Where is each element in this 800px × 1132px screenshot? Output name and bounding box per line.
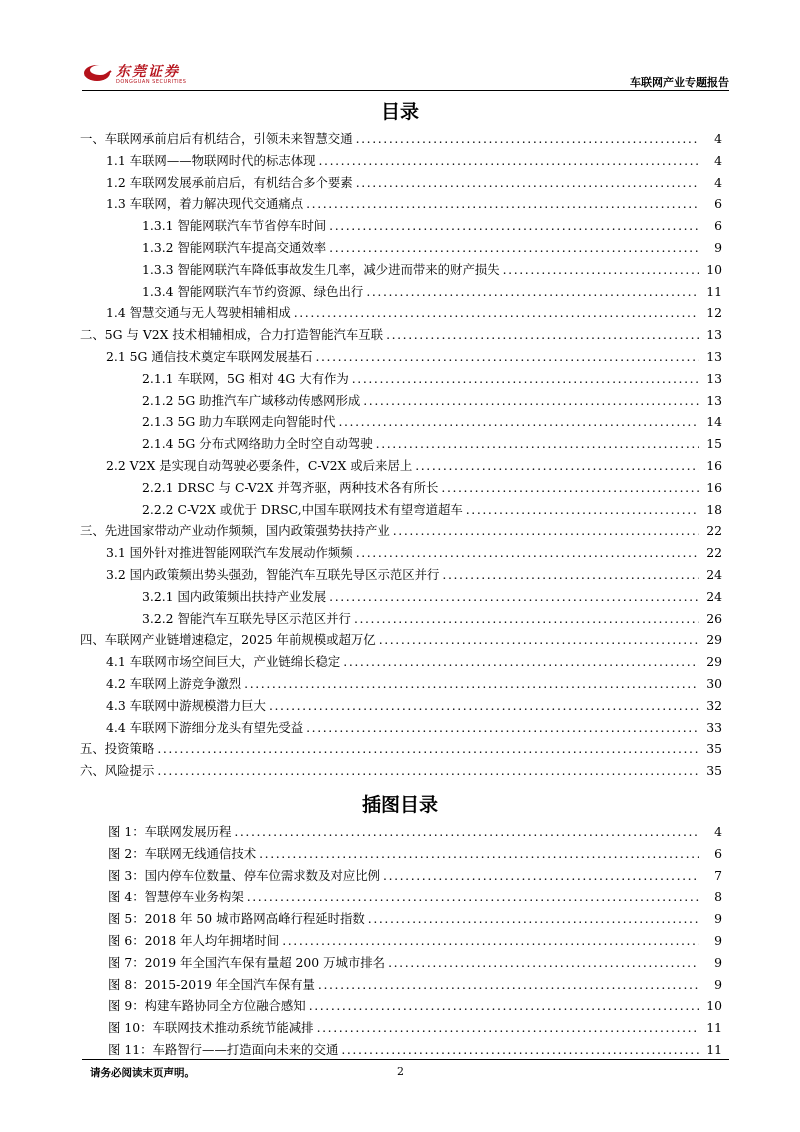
dot-leader [329, 589, 699, 604]
dot-leader [356, 131, 699, 146]
figure-entry-label: 图 9：构建车路协同全方位融合感知 [108, 998, 306, 1014]
toc-entry-label: 一、车联网承前启后有机结合，引领未来智慧交通 [80, 131, 353, 146]
toc-entry[interactable] [80, 303, 722, 323]
toc-entry-label: 3.1 国外针对推进智能网联汽车发展动作频频 [106, 545, 353, 561]
dot-leader [366, 284, 699, 299]
figure-entry[interactable] [80, 996, 722, 1016]
toc-entry[interactable] [80, 347, 722, 367]
dot-leader [294, 305, 699, 320]
toc-entry-page: 13 [706, 392, 722, 408]
figure-entry[interactable] [80, 975, 722, 995]
toc-entry-label: 3.2.2 智能汽车互联先导区示范区并行 [142, 610, 351, 626]
figure-entry[interactable] [80, 866, 722, 886]
header-divider [82, 90, 729, 91]
toc-entry[interactable] [80, 151, 722, 171]
toc-entry-page: 24 [706, 588, 722, 604]
toc-entry[interactable] [80, 565, 722, 585]
toc-entry[interactable] [80, 238, 722, 258]
toc-title: 目录 [380, 101, 419, 123]
figure-entry-label: 图 10：车联网技术推动系统节能减排 [108, 1020, 314, 1036]
toc-entry-label: 1.3.1 智能网联汽车节省停车时间 [142, 218, 327, 234]
toc-entry-label: 3.2 国内政策频出势头强劲，智能汽车互联先导区示范区并行 [106, 567, 440, 582]
toc-entry[interactable] [80, 391, 722, 411]
toc-entry-page: 9 [714, 240, 722, 255]
toc-entry[interactable] [80, 521, 722, 541]
toc-entry-page: 16 [706, 479, 722, 495]
toc-entry-label: 4.1 车联网市场空间巨大，产业链绵长稳定 [106, 654, 341, 670]
dot-leader [259, 846, 699, 861]
dot-leader [368, 911, 699, 926]
toc-entry[interactable] [80, 718, 722, 738]
toc-entry-label: 4.3 车联网中游规模潜力巨大 [106, 697, 266, 713]
dot-leader [503, 262, 699, 277]
dot-leader [383, 868, 699, 883]
dot-leader [329, 240, 699, 255]
toc-entry-label: 1.2 车联网发展承前启后，有机结合多个要素 [106, 174, 353, 190]
toc-entry-label: 2.2.2 C-V2X 或优于 DRSC,中国车联网技术有望弯道超车 [142, 501, 463, 517]
figure-entry-page: 9 [714, 933, 722, 948]
figure-entry-label: 图 3：国内停车位数量、停车位需求数及对应比例 [108, 867, 381, 883]
toc-entry-page: 22 [706, 545, 722, 561]
toc-entry-page: 35 [706, 741, 722, 757]
figure-entry[interactable] [80, 1040, 722, 1060]
toc-entry-page: 32 [706, 697, 722, 713]
toc-entry-page: 24 [706, 567, 722, 582]
dot-leader [376, 436, 699, 451]
figure-entry-label: 图 7：2019 年全国汽车保有量超 200 万城市排名 [108, 954, 386, 970]
figure-entry-page: 11 [706, 1020, 722, 1036]
logo-chinese-name: 东莞证券 [116, 64, 180, 80]
figure-entry-page: 9 [714, 911, 722, 927]
toc-entry[interactable] [80, 652, 722, 672]
dot-leader [318, 977, 699, 992]
toc-entry-page: 13 [706, 349, 722, 364]
toc-entry[interactable] [80, 412, 722, 432]
dot-leader [269, 698, 699, 713]
toc-entry[interactable] [80, 282, 722, 302]
toc-entry-page: 11 [706, 283, 722, 299]
dot-leader [393, 523, 699, 538]
figure-entry-page: 11 [706, 1042, 722, 1057]
toc-entry[interactable] [80, 478, 722, 498]
toc-entry-page: 13 [706, 327, 722, 343]
toc-entry-page: 33 [706, 719, 722, 735]
figure-entry-label: 图 11：车路智行——打造面向未来的交通 [108, 1042, 339, 1057]
toc-entry-label: 4.4 车联网下游细分龙头有望先受益 [106, 719, 304, 735]
toc-entry[interactable] [80, 609, 722, 629]
toc-entry[interactable] [80, 630, 722, 650]
toc-entry-page: 35 [706, 763, 722, 779]
dot-leader [442, 567, 699, 582]
dot-leader [466, 502, 699, 517]
dot-leader [306, 720, 699, 735]
toc-entry-label: 4.2 车联网上游竞争激烈 [106, 676, 242, 691]
toc-entry-label: 2.1.3 5G 助力车联网走向智能时代 [142, 414, 336, 430]
disclaimer-note: 请务必阅读末页声明。 [90, 1067, 195, 1079]
figure-entry[interactable] [80, 844, 722, 864]
logo-swoosh-icon [82, 59, 114, 85]
toc-entry-page: 10 [706, 261, 722, 277]
toc-entry[interactable] [80, 434, 722, 454]
figure-entry[interactable] [80, 953, 722, 973]
toc-entry-page: 4 [714, 174, 722, 190]
figure-entry[interactable] [80, 909, 722, 929]
toc-entry-label: 2.2.1 DRSC 与 C-V2X 并驾齐驱，两种技术各有所长 [142, 479, 439, 495]
page-number: 2 [397, 1065, 404, 1078]
toc-entry-page: 6 [714, 196, 722, 212]
dot-leader [343, 654, 699, 669]
toc-entry-label: 1.3 车联网，着力解决现代交通痛点 [106, 196, 304, 212]
figure-entry-page: 7 [714, 867, 722, 883]
dot-leader [157, 741, 699, 756]
dot-leader [341, 1042, 699, 1057]
toc-entry-label: 1.4 智慧交通与无人驾驶相辅相成 [106, 305, 291, 321]
toc-entry[interactable] [80, 739, 722, 759]
toc-entry[interactable] [80, 260, 722, 280]
dot-leader [282, 933, 699, 948]
toc-entry-page: 22 [706, 523, 722, 539]
figure-entry-page: 9 [714, 954, 722, 970]
dot-leader [338, 414, 699, 429]
toc-entry-label: 1.3.3 智能网联汽车降低事故发生几率，减少进而带来的财产损失 [142, 261, 500, 277]
toc-entry-page: 15 [706, 436, 722, 452]
toc-entry[interactable] [80, 456, 722, 476]
dot-leader [317, 1020, 699, 1035]
toc-entry-page: 16 [706, 458, 722, 473]
toc-entry-label: 2.1 5G 通信技术奠定车联网发展基石 [106, 349, 313, 364]
toc-entry[interactable] [80, 761, 722, 781]
toc-entry-label: 四、车联网产业链增速稳定，2025 年前规模或超万亿 [80, 632, 376, 648]
dot-leader [157, 763, 699, 778]
figure-entry-label: 图 5：2018 年 50 城市路网高峰行程延时指数 [108, 911, 365, 927]
dot-leader [319, 153, 699, 168]
figure-entry-label: 图 1：车联网发展历程 [108, 824, 232, 839]
figure-entry[interactable] [80, 1018, 722, 1038]
toc-entry-label: 三、先进国家带动产业动作频频，国内政策强势扶持产业 [80, 523, 390, 539]
dot-leader [306, 196, 699, 211]
toc-entry-label: 二、5G 与 V2X 技术相辅相成，合力打造智能汽车互联 [80, 327, 384, 343]
figure-entry[interactable] [80, 887, 722, 907]
dot-leader [379, 632, 699, 647]
dot-leader [352, 371, 699, 386]
toc-entry-page: 13 [706, 370, 722, 386]
toc-entry[interactable] [80, 129, 722, 149]
toc-entry-page: 29 [706, 632, 722, 648]
toc-entry[interactable] [80, 500, 722, 520]
toc-entry-page: 4 [714, 152, 722, 168]
toc-entry[interactable] [80, 325, 722, 345]
toc-entry-page: 6 [714, 218, 722, 234]
logo-english-name: DONGGUAN SECURITIES [116, 79, 187, 85]
figure-entry[interactable] [80, 931, 722, 951]
toc-entry[interactable] [80, 674, 722, 694]
page-header [82, 55, 729, 91]
dot-leader [315, 349, 699, 364]
dot-leader [356, 175, 699, 190]
toc-entry-label: 五、投资策略 [80, 741, 155, 757]
dot-leader [234, 824, 699, 839]
toc-entry-page: 4 [714, 131, 722, 146]
toc-entry-label: 六、风险提示 [80, 763, 155, 779]
toc-entry[interactable] [80, 194, 722, 214]
toc-entry-label: 2.2 V2X 是实现自动驾驶必要条件，C-V2X 或后来居上 [106, 458, 413, 473]
figure-entry-label: 图 4：智慧停车业务构架 [108, 889, 244, 905]
company-logo [82, 59, 222, 87]
figure-entry-page: 6 [714, 845, 722, 861]
dot-leader [244, 676, 699, 691]
toc-entry-label: 2.1.2 5G 助推汽车广域移动传感网形成 [142, 392, 361, 408]
toc-entry-label: 1.3.4 智能网联汽车节约资源、绿色出行 [142, 283, 364, 299]
toc-entry-label: 1.3.2 智能网联汽车提高交通效率 [142, 240, 327, 255]
toc-entry-page: 12 [706, 305, 722, 321]
toc-entry[interactable] [80, 543, 722, 563]
toc-entry[interactable] [80, 173, 722, 193]
dot-leader [441, 480, 699, 495]
dot-leader [363, 393, 699, 408]
dot-leader [354, 611, 699, 626]
figure-entry-page: 8 [714, 889, 722, 905]
dot-leader [356, 545, 699, 560]
toc-entry-page: 18 [706, 501, 722, 517]
toc-entry[interactable] [80, 696, 722, 716]
figure-entry-label: 图 8：2015-2019 年全国汽车保有量 [108, 976, 315, 992]
toc-entry[interactable] [80, 216, 722, 236]
dot-leader [247, 889, 699, 904]
dot-leader [329, 218, 699, 233]
dot-leader [386, 327, 699, 342]
figure-list-title: 插图目录 [361, 794, 438, 816]
toc-entry[interactable] [80, 587, 722, 607]
dot-leader [309, 998, 699, 1013]
toc-entry-label: 1.1 车联网——物联网时代的标志体现 [106, 152, 316, 168]
figure-entry-label: 图 6：2018 年人均年拥堵时间 [108, 933, 280, 948]
toc-entry[interactable] [80, 369, 722, 389]
dot-leader [415, 458, 699, 473]
figure-entry[interactable] [80, 822, 722, 842]
toc-entry-label: 2.1.1 车联网，5G 相对 4G 大有作为 [142, 370, 349, 386]
toc-entry-page: 14 [706, 414, 722, 430]
report-title: 车联网产业专题报告 [630, 76, 729, 89]
footer-divider [82, 1059, 729, 1060]
dot-leader [388, 955, 699, 970]
toc-entry-label: 2.1.4 5G 分布式网络助力全时空自动驾驶 [142, 436, 373, 452]
toc-entry-page: 29 [706, 654, 722, 670]
toc-entry-label: 3.2.1 国内政策频出扶持产业发展 [142, 588, 327, 604]
figure-entry-page: 4 [714, 824, 722, 839]
figure-entry-page: 10 [706, 998, 722, 1014]
toc-entry-page: 26 [706, 610, 722, 626]
figure-entry-page: 9 [714, 976, 722, 992]
toc-entry-page: 30 [706, 676, 722, 691]
figure-entry-label: 图 2：车联网无线通信技术 [108, 845, 257, 861]
